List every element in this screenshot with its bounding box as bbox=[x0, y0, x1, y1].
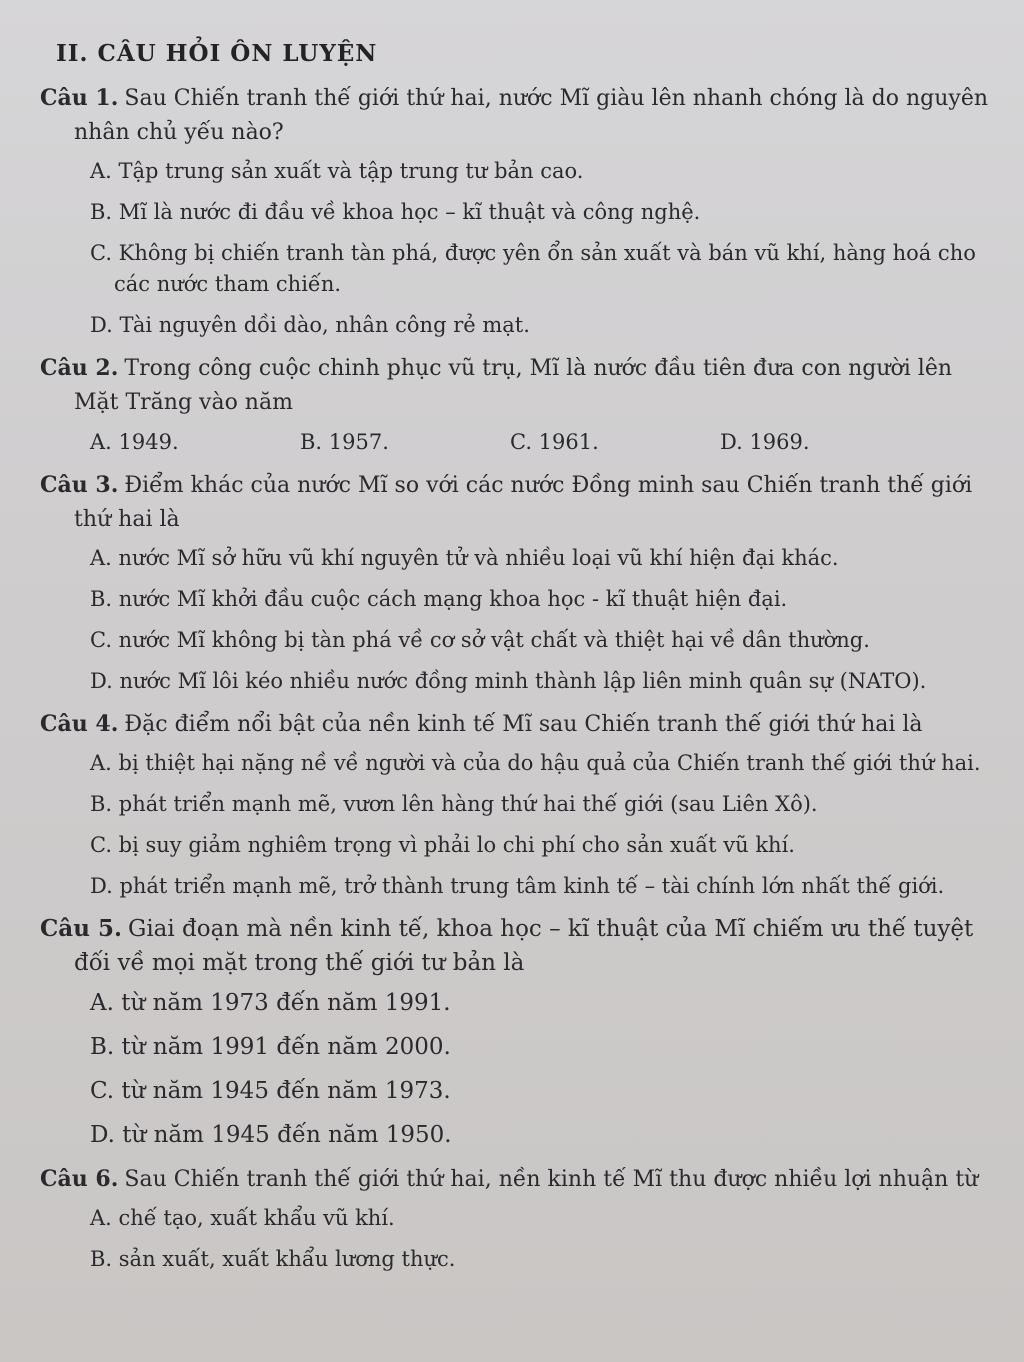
option-c: C. Không bị chiến tranh tàn phá, được yên ổn sản xuất và bán vũ khí, hàng hoá cho các nước tham chiến. bbox=[90, 241, 976, 296]
option-a: A. nước Mĩ sở hữu vũ khí nguyên tử và nhiều loại vũ khí hiện đại khác. bbox=[90, 546, 839, 570]
question-label: Câu 1. bbox=[40, 85, 119, 111]
question-body: Điểm khác của nước Mĩ so với các nước Đồng minh sau Chiến tranh thế giới thứ hai là bbox=[74, 473, 973, 532]
option-d: D. phát triển mạnh mẽ, trở thành trung tâm kinh tế – tài chính lớn nhất thế giới. bbox=[90, 874, 945, 898]
option-a: A. bị thiệt hại nặng nề về người và của do hậu quả của Chiến tranh thế giới thứ hai. bbox=[90, 751, 981, 775]
option-d: D. 1969. bbox=[720, 430, 810, 454]
options-list bbox=[40, 748, 990, 902]
question-text bbox=[40, 707, 990, 742]
question-6 bbox=[40, 1162, 990, 1275]
option-b: B. từ năm 1991 đến năm 2000. bbox=[90, 1034, 451, 1060]
question-label: Câu 6. bbox=[40, 1166, 119, 1192]
option-d: D. nước Mĩ lôi kéo nhiều nước đồng minh thành lập liên minh quân sự (NATO). bbox=[90, 669, 927, 693]
options-list bbox=[40, 543, 990, 697]
option-b: B. nước Mĩ khởi đầu cuộc cách mạng khoa học - kĩ thuật hiện đại. bbox=[90, 587, 788, 611]
option-b: B. sản xuất, xuất khẩu lương thực. bbox=[90, 1247, 456, 1271]
question-body: Sau Chiến tranh thế giới thứ hai, nền kinh tế Mĩ thu được nhiều lợi nhuận từ bbox=[124, 1167, 979, 1192]
section-title: II. CÂU HỎI ÔN LUYỆN bbox=[56, 40, 378, 67]
question-label: Câu 4. bbox=[40, 711, 119, 737]
options-list bbox=[40, 156, 990, 341]
question-label: Câu 3. bbox=[40, 472, 119, 498]
page-content bbox=[40, 40, 990, 1285]
question-5 bbox=[40, 912, 990, 1152]
option-c: C. từ năm 1945 đến năm 1973. bbox=[90, 1078, 451, 1104]
option-a: A. 1949. bbox=[90, 430, 179, 454]
option-c: C. 1961. bbox=[510, 430, 599, 454]
options-list bbox=[40, 986, 990, 1152]
option-c: C. nước Mĩ không bị tàn phá về cơ sở vật chất và thiệt hại về dân thường. bbox=[90, 628, 870, 652]
question-body: Trong công cuộc chinh phục vũ trụ, Mĩ là nước đầu tiên đưa con người lên Mặt Trăng vào năm bbox=[74, 356, 953, 415]
question-label: Câu 2. bbox=[40, 355, 119, 381]
option-b: B. 1957. bbox=[300, 430, 389, 454]
options-row bbox=[40, 426, 990, 458]
question-4 bbox=[40, 707, 990, 902]
option-d: D. từ năm 1945 đến năm 1950. bbox=[90, 1122, 452, 1148]
option-d: D. Tài nguyên dồi dào, nhân công rẻ mạt. bbox=[90, 313, 530, 337]
question-text bbox=[40, 468, 990, 537]
options-list bbox=[40, 1203, 990, 1275]
question-text bbox=[40, 912, 990, 980]
question-body: Sau Chiến tranh thế giới thứ hai, nước Mĩ giàu lên nhanh chóng là do nguyên nhân chủ yếu nào? bbox=[74, 86, 989, 145]
option-b: B. Mĩ là nước đi đầu về khoa học – kĩ thuật và công nghệ. bbox=[90, 200, 701, 224]
question-2 bbox=[40, 351, 990, 458]
question-text bbox=[40, 81, 990, 150]
question-label: Câu 5. bbox=[40, 915, 122, 942]
option-b: B. phát triển mạnh mẽ, vươn lên hàng thứ hai thế giới (sau Liên Xô). bbox=[90, 792, 818, 816]
question-1 bbox=[40, 81, 990, 341]
question-text bbox=[40, 351, 990, 420]
question-body: Giai đoạn mà nền kinh tế, khoa học – kĩ thuật của Mĩ chiếm ưu thế tuyệt đối về mọi mặt trong thế giới tư bản là bbox=[74, 916, 974, 976]
question-3 bbox=[40, 468, 990, 697]
option-a: A. Tập trung sản xuất và tập trung tư bản cao. bbox=[90, 159, 584, 183]
question-body: Đặc điểm nổi bật của nền kinh tế Mĩ sau Chiến tranh thế giới thứ hai là bbox=[124, 712, 923, 737]
question-text bbox=[40, 1162, 990, 1197]
option-a: A. từ năm 1973 đến năm 1991. bbox=[90, 990, 451, 1016]
option-a: A. chế tạo, xuất khẩu vũ khí. bbox=[90, 1206, 395, 1230]
option-c: C. bị suy giảm nghiêm trọng vì phải lo chi phí cho sản xuất vũ khí. bbox=[90, 833, 795, 857]
